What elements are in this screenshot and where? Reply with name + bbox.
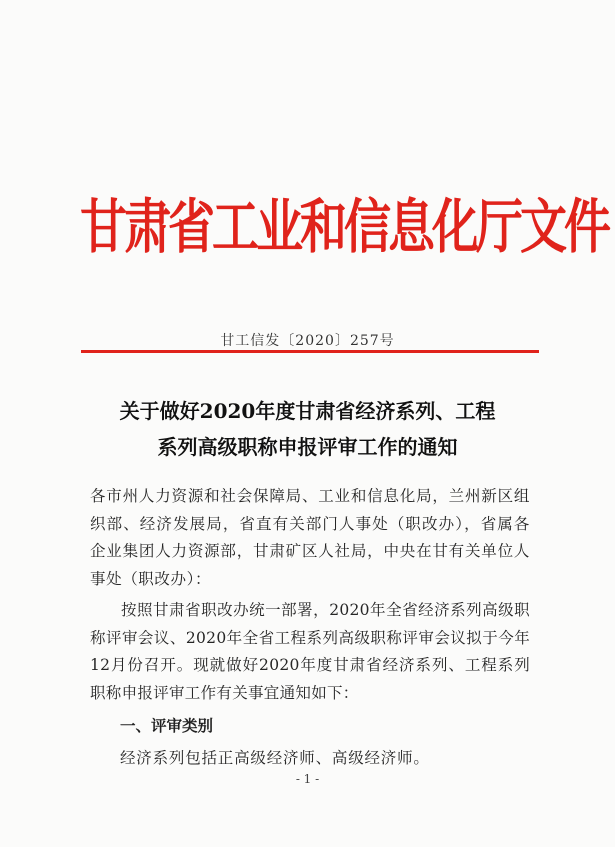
section-1-text: 经济系列包括正高级经济师、高级经济师。	[120, 749, 430, 767]
document-title-line-1: 关于做好2020年度甘肃省经济系列、工程	[119, 399, 496, 423]
page-number: - 1 -	[295, 772, 320, 786]
issuer-header-title: 甘肃省工业和信息化厅文件	[80, 193, 608, 262]
document-title-line-2: 系列高级职称申报评审工作的通知	[157, 435, 458, 459]
red-separator-line	[81, 350, 539, 353]
addressee-paragraph: 各市州人力资源和社会保障局、工业和信息化局，兰州新区组织部、经济发展局，省直有关部门人事处（职改办），省属各企业集团人力资源部，甘肃矿区人社局，中央在甘有关单位人事处（职改办）：	[90, 487, 530, 588]
section-1-heading: 一、评审类别	[120, 717, 214, 735]
document-title	[70, 393, 545, 465]
document-number: 甘工信发〔2020〕257号	[220, 333, 395, 349]
intro-paragraph: 按照甘肃省职改办统一部署，2020年全省经济系列高级职称评审会议、2020年全省工程系列高级职称评审会议拟于今年12月份召开。现就做好2020年度甘肃省经济系列、工程系列职称申报评审工作有关事宜通知如下：	[90, 601, 530, 702]
